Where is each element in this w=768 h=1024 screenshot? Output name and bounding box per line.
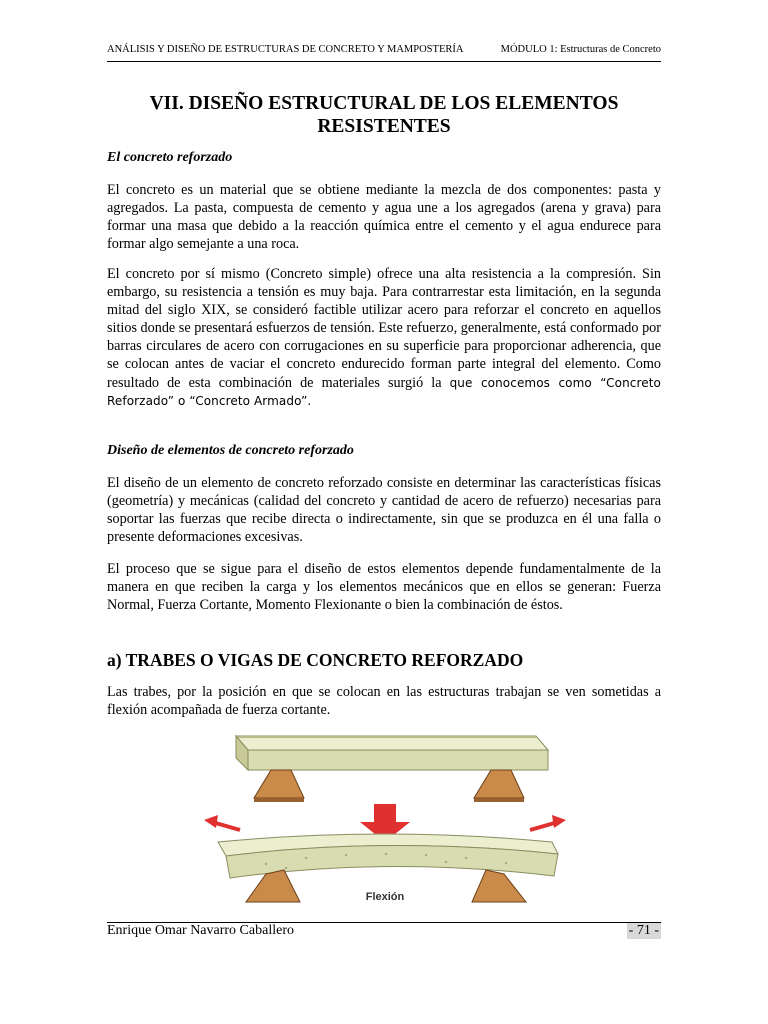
support-right-bottom — [472, 870, 526, 902]
paragraph-trabes: Las trabes, por la posición en que se colocan en las estructuras trabajan se ven sometidas a flexión acompañada de fuerza cortante. — [107, 684, 661, 719]
support-right-top — [474, 770, 524, 802]
support-left-top — [254, 770, 304, 802]
paragraph-concreto-definition: El concreto es un material que se obtiene mediante la mezcla de dos componentes: pasta y agregados. La pasta, compuesta de cemento y agua une a los agregados (arena y grava) para formar una masa que debido a la reacción química entre el cemento y el agua endurece para formar algo semejante a una roca. — [107, 182, 661, 253]
section-heading-trabes: a) TRABES O VIGAS DE CONCRETO REFORZADO — [107, 650, 524, 670]
paragraph-concreto-simple-tail: que conocemos como “Concreto Reforzado” o “Concreto Armado”. — [107, 375, 661, 408]
header-left: ANÁLISIS Y DISEÑO DE ESTRUCTURAS DE CONCRETO Y MAMPOSTERÍA — [107, 44, 464, 55]
figure-caption: Flexión — [365, 891, 405, 903]
header-right: MÓDULO 1: Estructuras de Concreto — [500, 44, 661, 55]
flexion-figure — [196, 718, 574, 908]
paragraph-concreto-simple — [107, 265, 661, 410]
tension-arrow-left-icon — [204, 815, 240, 830]
chapter-title — [107, 92, 661, 138]
chapter-title-line1: VII. DISEÑO ESTRUCTURAL DE LOS ELEMENTOS — [149, 93, 619, 114]
subheading-concreto-reforzado: El concreto reforzado — [107, 150, 233, 165]
chapter-title-line2: RESISTENTES — [317, 116, 451, 137]
subheading-diseno-elementos: Diseño de elementos de concreto reforzado — [107, 443, 354, 458]
flexion-illustration — [196, 718, 574, 908]
paragraph-diseno-definition: El diseño de un elemento de concreto reforzado consiste en determinar las características físicas (geometría) y mecánicas (calidad del concreto y cantidad de acero de refuerzo) necesarias para soportar las fuerzas que recibe directa o indirectamente, sin que se produzca en él una falla o presente deformaciones excesivas. — [107, 475, 661, 546]
footer-author: Enrique Omar Navarro Caballero — [107, 923, 294, 938]
paragraph-proceso-diseno: El proceso que se sigue para el diseño de estos elementos depende fundamentalmente de la manera en que reciben la carga y los elementos mecánicos que en ellos se generan: Fuerza Normal, Fuerza Cortante, Momento Flexionante o bien la combinación de éstos. — [107, 561, 661, 614]
bent-beam — [218, 834, 558, 878]
tension-arrow-right-icon — [530, 815, 566, 830]
running-header — [107, 44, 661, 62]
page-number: - 71 - — [628, 923, 659, 938]
straight-beam — [236, 736, 548, 770]
page-footer — [107, 922, 661, 939]
paragraph-concreto-simple-text: El concreto por sí mismo (Concreto simple) ofrece una alta resistencia a la compresión. Sin embargo, su resistencia a tensión es muy baja. Para contrarrestar esta limitación, en la segunda mitad del siglo XIX, se consideró factible utilizar acero para reforzar el concreto en aquellos sitios donde se presentará esfuerzos de tensión. Este refuerzo, generalmente, está conformado por barras circulares de acero con corrugaciones en su superficie para proporcionar adherencia, que se colocan antes de vaciar el concreto endurecido forman parte integral del elemento. Como resultado de esta combinación de materiales surgió la — [107, 266, 661, 391]
